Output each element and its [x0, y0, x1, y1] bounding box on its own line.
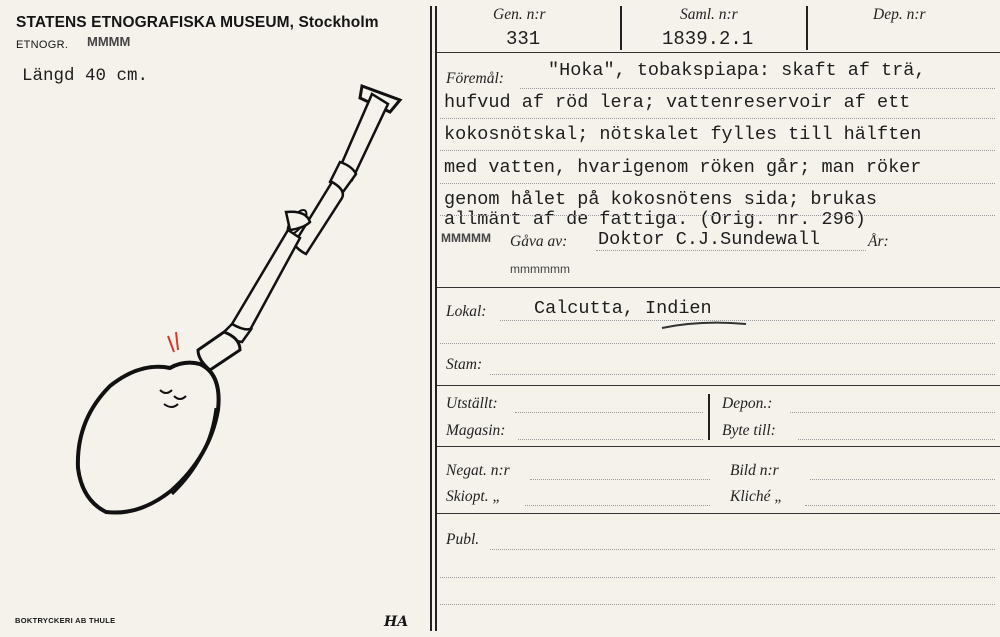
rule — [440, 183, 995, 184]
description-line-1: "Hoka", tobakspiapa: skaft af trä, — [548, 60, 926, 81]
description-line-3: kokosnötskal; nötskalet fylles till hälften — [444, 124, 922, 145]
rule — [440, 343, 995, 344]
column-divider-double — [435, 6, 437, 631]
rule — [520, 88, 995, 89]
rule — [530, 479, 710, 480]
rule — [440, 150, 995, 151]
rule-publ — [437, 513, 1000, 514]
rule — [490, 374, 995, 375]
depon-label: Depon.: — [722, 395, 773, 412]
insamlad-stamp: MMMMM — [441, 231, 491, 245]
description-line-2: hufvud af röd lera; vattenreservoir af ett — [444, 92, 911, 113]
foremal-label: Föremål: — [446, 70, 504, 87]
rule — [500, 320, 995, 321]
gava-value: Doktor C.J.Sundewall — [598, 229, 821, 250]
rule — [798, 439, 995, 440]
lokal-value: Calcutta, Indien — [534, 298, 712, 319]
gen-nr-label: Gen. n:r — [493, 6, 546, 23]
department-label: ETNOGR. — [16, 39, 69, 51]
bild-label: Bild n:r — [730, 462, 779, 479]
negat-label: Negat. n:r — [446, 462, 510, 479]
magasin-label: Magasin: — [446, 422, 506, 439]
publ-label: Publ. — [446, 531, 480, 548]
gen-nr-value: 331 — [506, 28, 541, 50]
top-rule — [437, 52, 1000, 53]
saml-nr-label: Saml. n:r — [680, 6, 738, 23]
rule — [440, 577, 995, 578]
rule — [440, 118, 995, 119]
mid-divider-1 — [708, 394, 710, 440]
rule-negat — [437, 446, 1000, 447]
museum-title: STATENS ETNOGRAFISKA MUSEUM, Stockholm — [16, 14, 379, 31]
rule — [518, 439, 703, 440]
saml-nr-value: 1839.2.1 — [662, 28, 754, 50]
rule — [790, 412, 995, 413]
length-note: Längd 40 cm. — [22, 66, 149, 86]
gava-label: Gåva av: — [510, 233, 568, 250]
rule — [490, 549, 995, 550]
rule — [440, 215, 995, 216]
description-line-4: med vatten, hvarigenom röken går; man röker — [444, 157, 922, 178]
skiopt-label: Skiopt. „ — [446, 488, 502, 505]
top-divider-1 — [620, 6, 622, 50]
rule-utstallt — [437, 385, 1000, 386]
rule-lokal — [437, 287, 1000, 288]
printer-imprint: BOKTRYCKERI AB THULE — [15, 616, 116, 625]
rule — [810, 479, 995, 480]
cataloger-initials: HA — [384, 614, 409, 630]
hookah-drawing — [60, 70, 420, 530]
department-stamp: MMMM — [87, 34, 131, 49]
rule — [515, 412, 703, 413]
description-line-6: allmänt af de fattiga. (Orig. nr. 296) — [444, 209, 866, 230]
utstallt-label: Utställt: — [446, 395, 498, 412]
lokal-label: Lokal: — [446, 303, 487, 320]
rule — [440, 604, 995, 605]
description-line-5: genom hålet på kokosnötens sida; brukas — [444, 189, 877, 210]
cliche-label: Kliché „ — [730, 488, 783, 505]
extra-stamp: mmmmmm — [510, 262, 570, 276]
ar-label: År: — [868, 233, 889, 250]
rule — [525, 505, 710, 506]
column-divider — [430, 6, 432, 631]
dep-nr-label: Dep. n:r — [873, 6, 926, 23]
rule — [805, 505, 995, 506]
top-divider-2 — [806, 6, 808, 50]
stam-label: Stam: — [446, 356, 483, 373]
rule — [596, 250, 866, 251]
byte-label: Byte till: — [722, 422, 776, 439]
